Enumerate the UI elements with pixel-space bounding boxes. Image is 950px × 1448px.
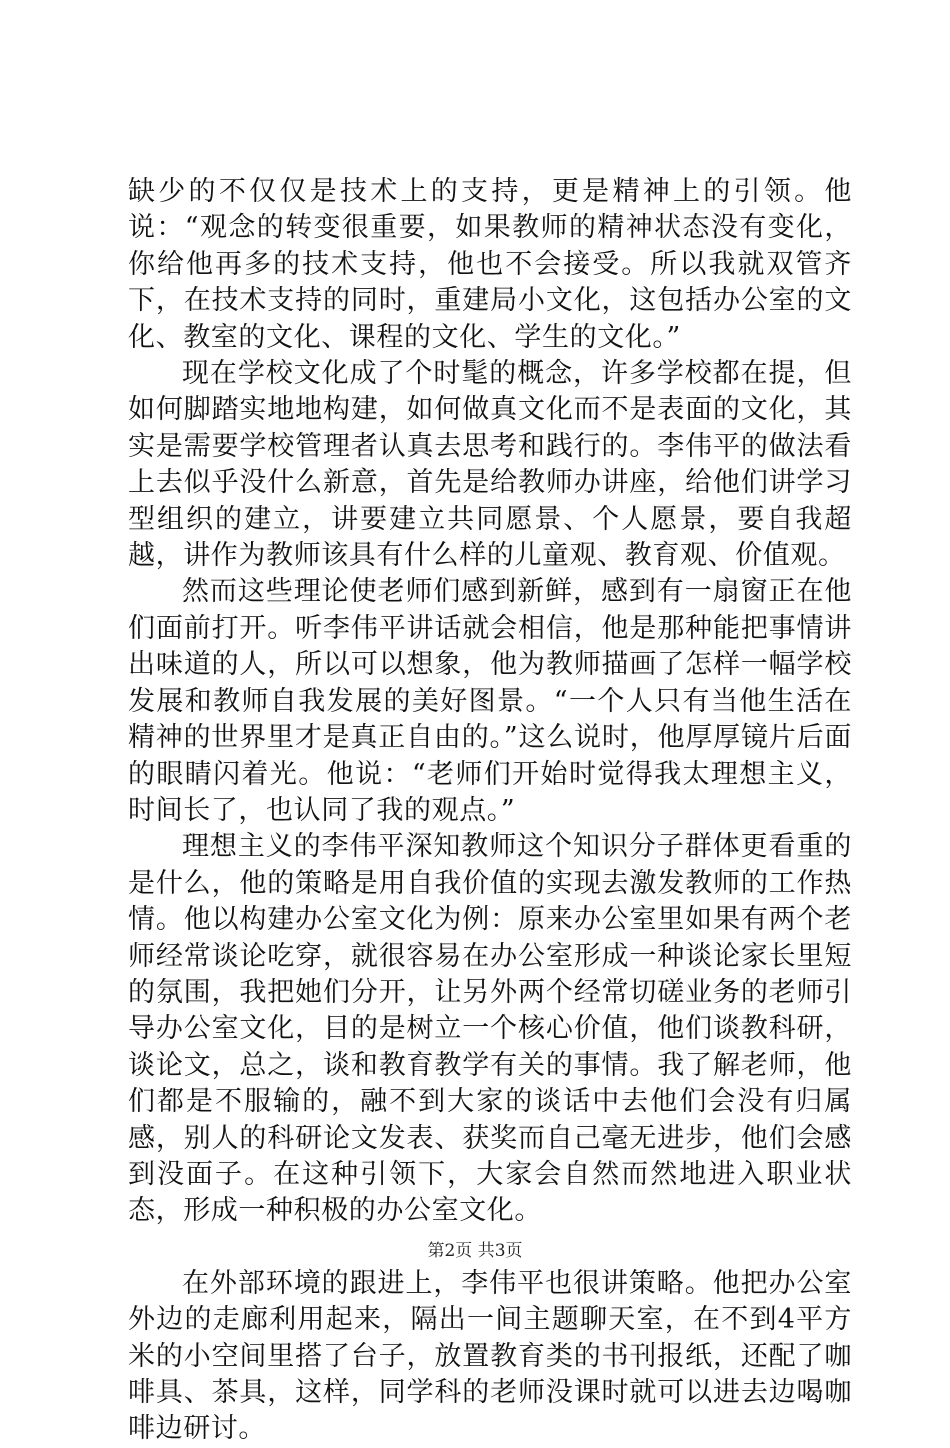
paragraph-4: 理想主义的李伟平深知教师这个知识分子群体更看重的是什么，他的策略是用自我价值的实现去激发教师的工作热情。他以构建办公室文化为例：原来办公室里如果有两个老师经常谈论吃穿，就很容易在办公室形成一种谈论家长里短的氛围，我把她们分开，让另外两个经常切磋业务的老师引导办公室文化，目的是树立一个核心价值，他们谈教科研，谈论文，总之，谈和教育教学有关的事情。我了解老师，他们都是不服输的，融不到大家的谈话中去他们会没有归属感，别人的科研论文发表、获奖而自己毫无进步，他们会感到没面子。在这种引领下，大家会自然而然地进入职业状态，形成一种积极的办公室文化。 [128,831,852,1227]
paragraph-3: 然而这些理论使老师们感到新鲜，感到有一扇窗正在他们面前打开。听李伟平讲话就会相信，他是那种能把事情讲出味道的人，所以可以想象，他为教师描画了怎样一幅学校发展和教师自我发展的美好图景。“一个人只有当他生活在精神的世界里才是真正自由的。”这么说时，他厚厚镜片后面的眼睛闪着光。他说：“老师们开始时觉得我太理想主义，时间长了，也认同了我的观点。” [128,576,852,826]
paragraph-2: 现在学校文化成了个时髦的概念，许多学校都在提，但如何脚踏实地地构建，如何做真文化而不是表面的文化，其实是需要学校管理者认真去思考和践行的。李伟平的做法看上去似乎没什么新意，首先是给教师办讲座，给他们讲学习型组织的建立，讲要建立共同愿景、个人愿景，要自我超越，讲作为教师该具有什么样的儿童观、教育观、价值观。 [128,358,852,572]
paragraph-1: 缺少的不仅仅是技术上的支持，更是精神上的引领。他说：“观念的转变很重要，如果教师的精神状态没有变化，你给他再多的技术支持，他也不会接受。所以我就双管齐下，在技术支持的同时，重建局小文化，这包括办公室的文化、教室的文化、课程的文化、学生的文化。” [128,176,852,353]
page-number-footer: 第2页 共3页 [427,1241,523,1261]
paragraph-5: 在外部环境的跟进上，李伟平也很讲策略。他把办公室外边的走廊利用起来，隔出一间主题聊天室，在不到4平方米的小空间里搭了台子，放置教育类的书刊报纸，还配了咖啡具、茶具，这样，同学科的老师没课时就可以进去边喝咖啡边研讨。 [128,1267,852,1445]
